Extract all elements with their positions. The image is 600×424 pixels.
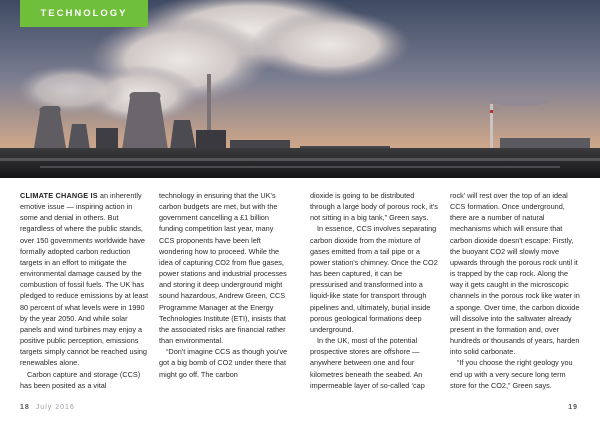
article-paragraph: dioxide is going to be distributed through a large body of porous rock, it's not sitting in a big tank,” Green says. [310,191,438,223]
section-tag: TECHNOLOGY [20,0,148,27]
article-lead-in: CLIMATE CHANGE IS [20,191,98,200]
article-paragraph: Carbon capture and storage (CCS) has been posited as a vital [20,369,141,390]
article-column-3 [310,190,440,391]
right-page-number: 19 [568,404,578,411]
article-paragraph: In the UK, most of the potential prospective stores are offshore — anywhere between one and four kilometres beneath the seabed. An impermeable layer of so-called ‘cap [310,336,425,390]
article-body [20,190,582,390]
article-text: an inherently emotive issue — inspiring action in some and denial in others. But regardless of where the public stands, over 150 governments worldwide have formally adopted carbon reduction targets in an effort to mitigate the environmental damage caused by the combustion of fossil fuels. The UK has pledged to reduce emissions by at least 80 percent of what levels were in 1990 by the year 2050. And while solar panels and wind turbines may enjoy a positive public perception, emissions targets simply cannot be reached using renewables alone. [20,191,149,368]
article-paragraph [20,190,150,369]
left-page-number: 18 [20,404,30,411]
article-paragraph: technology in ensuring that the UK's carbon budgets are met, but with the government cancelling a £1 billion funding competition last year, many CCS proponents have been left wondering how to proceed. While the idea of capturing CO2 from flue gases, power stations and industrial processes and storing it deep underground might sound hazardous, Andrew Green, CCS Programme Manager at the Energy Technologies Institute (ETI), insists that the associated risks are financial rather than environmental. [159,191,287,346]
article-column-2 [159,190,289,380]
article-paragraph: In essence, CCS involves separating carbon dioxide from the mixture of gases emitted from a tail pipe or a power station's chimney. Once the CO2 has been captured, it can be pressurised and transformed into a liquid-like state for transport through pipelines and, ultimately, burial inside porous geological formations deep underground. [310,224,438,334]
issue-date: July 2016 [35,404,75,411]
hero-photo-power-station [0,0,600,178]
article-paragraph: “Don't imagine CCS as though you've got a big bomb of CO2 under there that might go off. The carbon [159,347,288,379]
article-column-4 [450,190,580,391]
left-page-footer [20,404,75,411]
article-paragraph: “If you choose the right geology you end up with a very secure long term store for the CO2,” Green says. [450,358,573,390]
article-column-1 [20,190,150,391]
article-paragraph: rock’ will rest over the top of an ideal CCS formation. Once underground, there are a number of natural mechanisms which will ensure that carbon dioxide doesn't escape: Firstly, the buoyant CO2 will slowly move upwards through the porous rock until it is trapped by the cap rock. Along the way it gets caught in the microscopic channels in the porous rock like water in a sponge. Over time, the carbon dioxide will dissolve into the saltwater already present in the formation and, over hundreds or thousands of years, harden into solid carbonate. [450,191,580,357]
